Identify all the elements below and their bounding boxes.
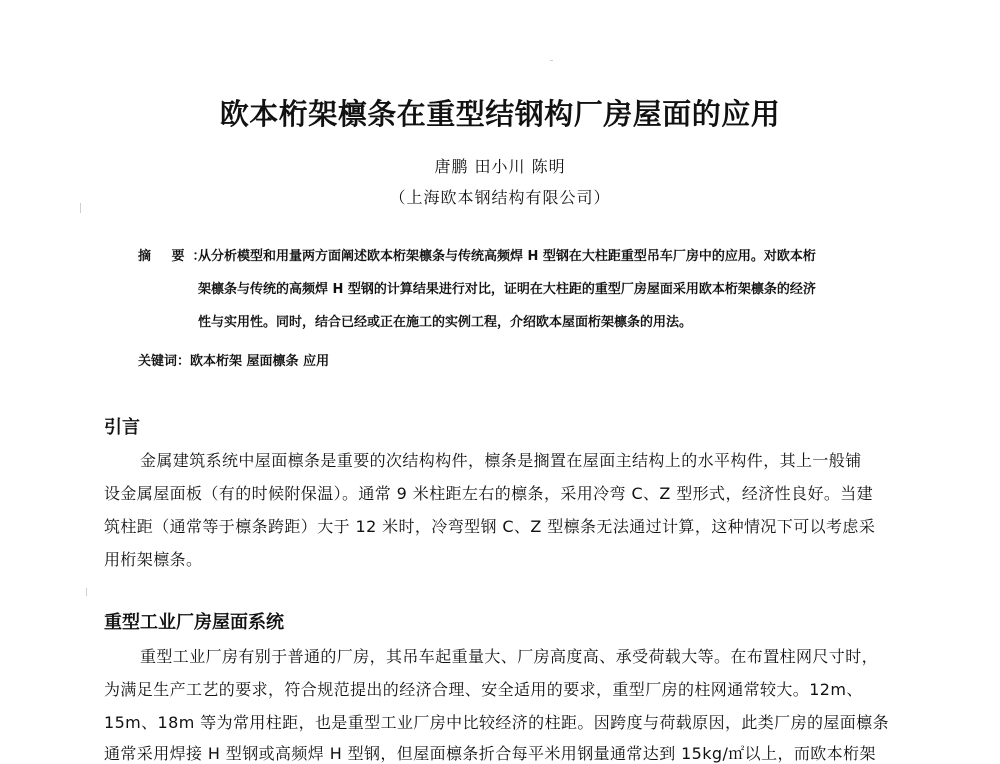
keywords-text: 欧本桁架 屋面檩条 应用: [190, 354, 330, 369]
abstract-line-3: 性与实用性。同时，结合已经或正在施工的实例工程，介绍欧本屋面桁架檩条的用法。: [198, 315, 693, 330]
abstract-label: 摘 要：: [138, 249, 214, 264]
scan-speck-left: [80, 203, 81, 213]
heavy-roof-line-4: 通常采用焊接 H 型钢或高频焊 H 型钢，但屋面檩条折合每平米用钢量通常达到 15kg/㎡以上，而欧本桁架: [104, 744, 876, 763]
paper-affiliation: （上海欧本钢结构有限公司）: [389, 188, 611, 207]
intro-line-3: 筑柱距（通常等于檩条跨距）大于 12 米时，冷弯型钢 C、Z 型檩条无法通过计算，这种情况下可以考虑采: [104, 517, 876, 536]
scan-speck-top: [550, 60, 553, 61]
heavy-roof-line-3: 15m、18m 等为常用柱距，也是重型工业厂房中比较经济的柱距。因跨度与荷载原因，此类厂房的屋面檩条: [104, 713, 889, 732]
paper-title: 欧本桁架檩条在重型结钢构厂房屋面的应用: [219, 97, 781, 131]
scan-speck-margin: [86, 588, 87, 596]
keywords-label: 关键词：: [138, 354, 191, 369]
intro-line-1: 金属建筑系统中屋面檩条是重要的次结构构件，檩条是搁置在屋面主结构上的水平构件，其上一般铺: [140, 451, 862, 470]
keywords-row: [138, 350, 329, 369]
abstract-line-2: 架檩条与传统的高频焊 H 型钢的计算结果进行对比，证明在大柱距的重型厂房屋面采用欧本桁架檩条的经济: [198, 282, 816, 297]
intro-line-4: 用桁架檩条。: [104, 550, 203, 569]
abstract-line-1: 从分析模型和用量两方面阐述欧本桁架檩条与传统高频焊 H 型钢在大柱距重型吊车厂房中的应用。对欧本桁: [198, 249, 816, 264]
paper-authors: 唐鹏 田小川 陈明: [434, 157, 566, 176]
section-heading-heavy-roof: 重型工业厂房屋面系统: [104, 612, 284, 633]
section-heading-intro: 引言: [104, 417, 140, 438]
intro-line-2: 设金属屋面板（有的时候附保温）。通常 9 米柱距左右的檩条，采用冷弯 C、Z 型形式，经济性良好。当建: [104, 484, 874, 503]
heavy-roof-line-2: 为满足生产工艺的要求，符合规范提出的经济合理、安全适用的要求，重型厂房的柱网通常较大。12m、: [104, 680, 863, 699]
heavy-roof-line-1: 重型工业厂房有别于普通的厂房，其吊车起重量大、厂房高度高、承受荷载大等。在布置柱网尺寸时，: [140, 647, 879, 666]
